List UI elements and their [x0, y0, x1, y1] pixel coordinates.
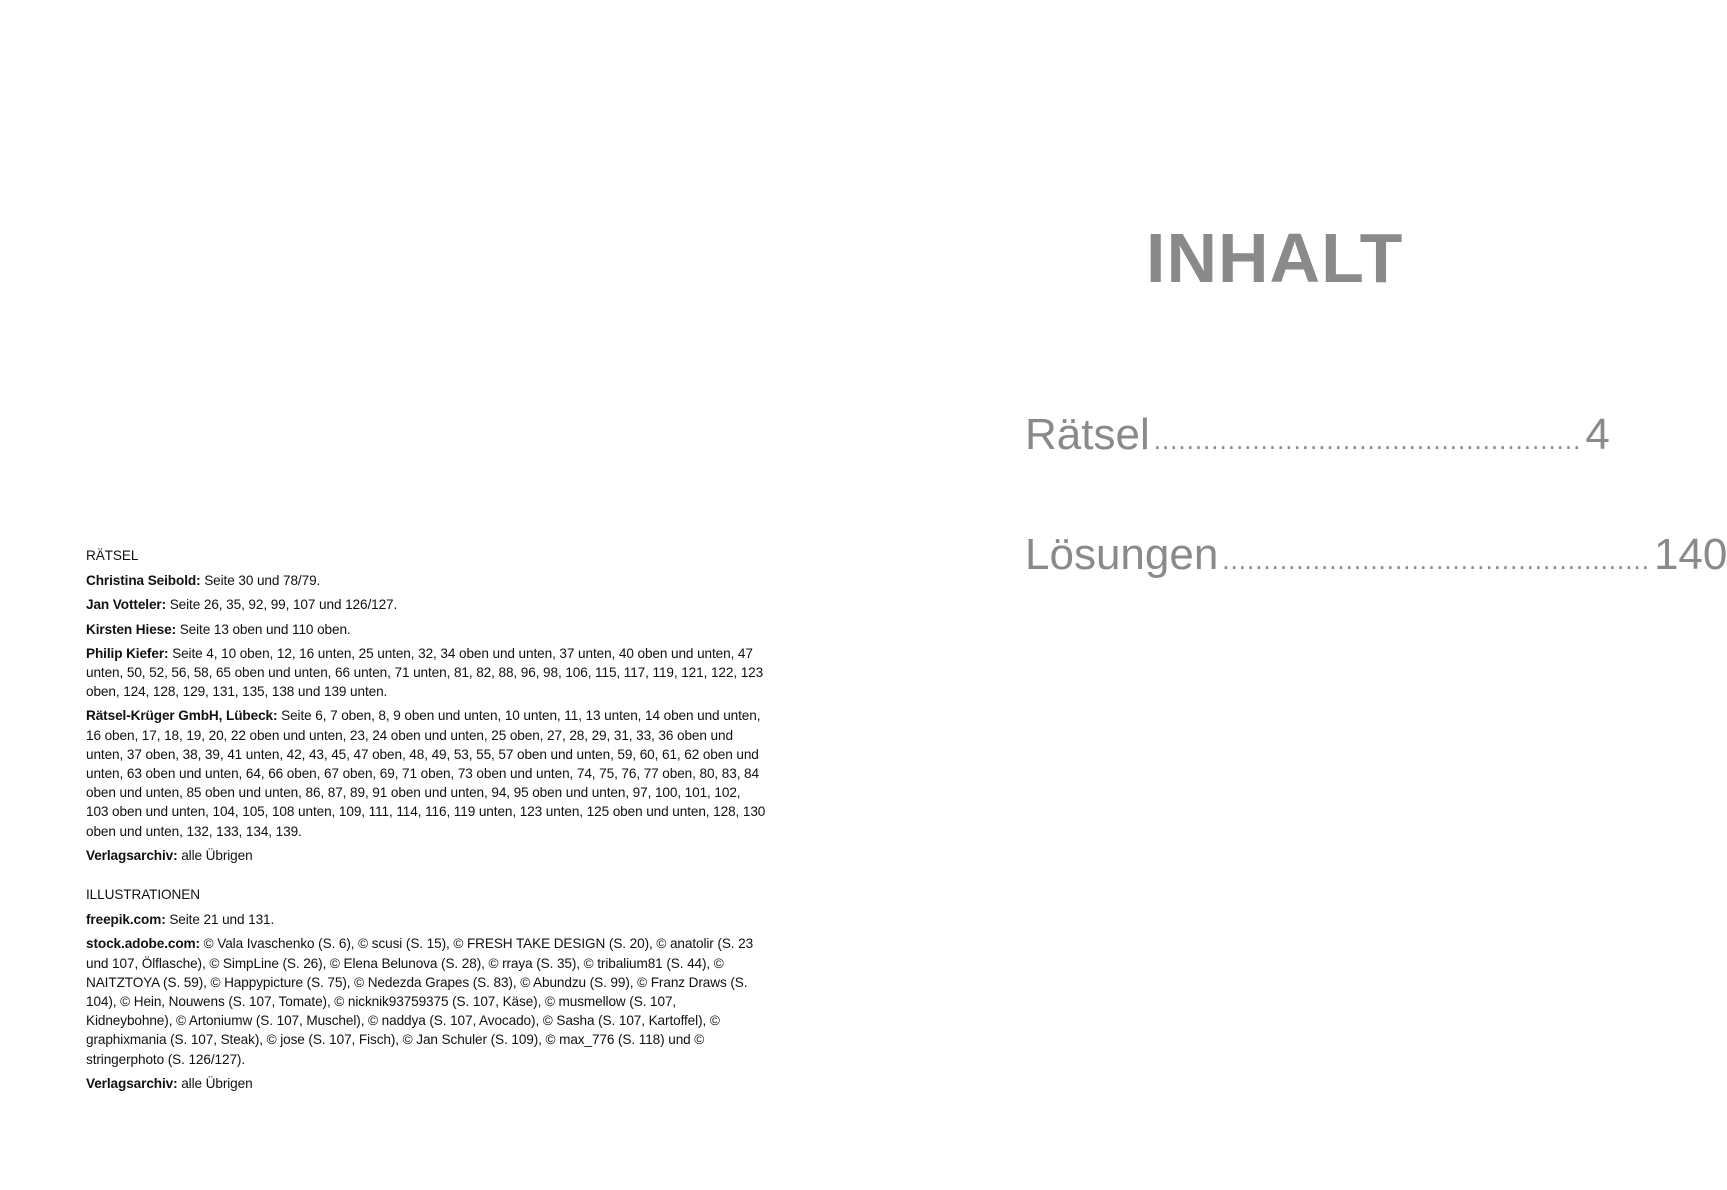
credit-entry: [86, 910, 766, 929]
credit-entry: [86, 644, 766, 702]
image-credits: [86, 546, 766, 1098]
credit-name: Verlagsarchiv:: [86, 847, 178, 863]
toc-entry-page: 140: [1653, 530, 1727, 579]
credit-text: Seite 6, 7 oben, 8, 9 oben und unten, 10 unten, 11, 13 unten, 14 oben und unten, 16 oben, 17, 18, 19, 20, 22 oben und unten, 23, 24 oben und unten, 25 oben, 27, 28, 29, 31, 33, 36 oben und unten, 37 oben, 38, 39, 41 unten, 42, 43, 45, 47 oben, 48, 49, 53, 55, 57 oben und unten, 59, 60, 61, 62 oben und unten, 63 oben und unten, 64, 66 oben, 67 oben, 69, 71 oben, 73 oben und unten, 74, 75, 76, 77 oben, 80, 83, 84 oben und unten, 85 oben und unten, 86, 87, 89, 91 oben und unten, 94, 95 oben und unten, 97, 100, 101, 102, 103 oben und unten, 104, 105, 108 unten, 109, 111, 114, 116, 119 unten, 123 unten, 125 oben und unten, 128, 130 oben und unten, 132, 133, 134, 139.: [86, 708, 766, 839]
toc-entry-loesungen[interactable]: [1025, 527, 1727, 583]
credit-text: Seite 13 oben und 110 oben.: [176, 621, 351, 637]
credits-heading-illustrationen: ILLUSTRATIONEN: [86, 887, 200, 903]
toc-entry-page: 4: [1585, 410, 1610, 459]
credit-entry: [86, 595, 766, 614]
credit-text: Seite 4, 10 oben, 12, 16 unten, 25 unten, 32, 34 oben und unten, 37 unten, 40 oben und unten, 47 unten, 50, 52, 56, 58, 65 oben und unten, 66 unten, 71 unten, 81, 82, 88, 96, 98, 106, 115, 117, 119, 121, 122, 123 oben, 124, 128, 129, 131, 135, 138 und 139 unten.: [86, 645, 764, 700]
credit-entry: [86, 620, 766, 639]
toc-entry-raetsel[interactable]: [1025, 407, 1610, 463]
credit-text: Seite 26, 35, 92, 99, 107 und 126/127.: [166, 597, 398, 613]
credit-name: Verlagsarchiv:: [86, 1075, 178, 1091]
toc-leader-dots: ....................................................: [1153, 425, 1582, 455]
credit-name: Rätsel-Krüger GmbH, Lübeck:: [86, 708, 278, 724]
toc-entry-label: Rätsel: [1025, 410, 1150, 459]
credit-name: Kirsten Hiese:: [86, 621, 177, 637]
credit-entry: [86, 934, 766, 1068]
credit-text: © Vala Ivaschenko (S. 6), © scusi (S. 15), © FRESH TAKE DESIGN (S. 20), © anatolir (S. 23 und 107, Ölflasche), © SimpLine (S. 26), © Elena Belunova (S. 28), © rraya (S. 35), © tribalium81 (S. 44), © NAITZTOYA (S. 59), © Happypicture (S. 75), © Nedezda Grapes (S. 83), © Abundzu (S. 99), © Franz Draws (S. 104), © Hein, Nouwens (S. 107, Tomate), © nicknik93759375 (S. 107, Käse), © musmellow (S. 107, Kidneybohne), © Artoniumw (S. 107, Muschel), © naddya (S. 107, Avocado), © Sasha (S. 107, Kartoffel), © graphixmania (S. 107, Steak), © jose (S. 107, Fisch), © Jan Schuler (S. 109), © max_776 (S. 118) und © stringerphoto (S. 126/127).: [86, 936, 754, 1067]
credit-entry: [86, 846, 766, 865]
credit-name: freepik.com:: [86, 912, 166, 928]
toc-title: INHALT: [1146, 219, 1404, 297]
credit-entry: [86, 706, 766, 840]
toc-entry-label: Lösungen: [1025, 530, 1219, 579]
credit-entry: [86, 1074, 766, 1093]
credit-text: alle Übrigen: [177, 847, 253, 863]
credits-heading-raetsel: RÄTSEL: [86, 548, 139, 563]
credit-name: stock.adobe.com:: [86, 936, 200, 952]
credit-text: Seite 30 und 78/79.: [200, 573, 321, 589]
credit-name: Jan Votteler:: [86, 597, 167, 613]
toc-leader-dots: ....................................................: [1222, 545, 1650, 575]
credit-name: Christina Seibold:: [86, 573, 201, 589]
credit-text: Seite 21 und 131.: [165, 912, 275, 928]
credit-text: alle Übrigen: [177, 1075, 253, 1091]
credit-entry: [86, 571, 766, 590]
credit-name: Philip Kiefer:: [86, 645, 169, 661]
